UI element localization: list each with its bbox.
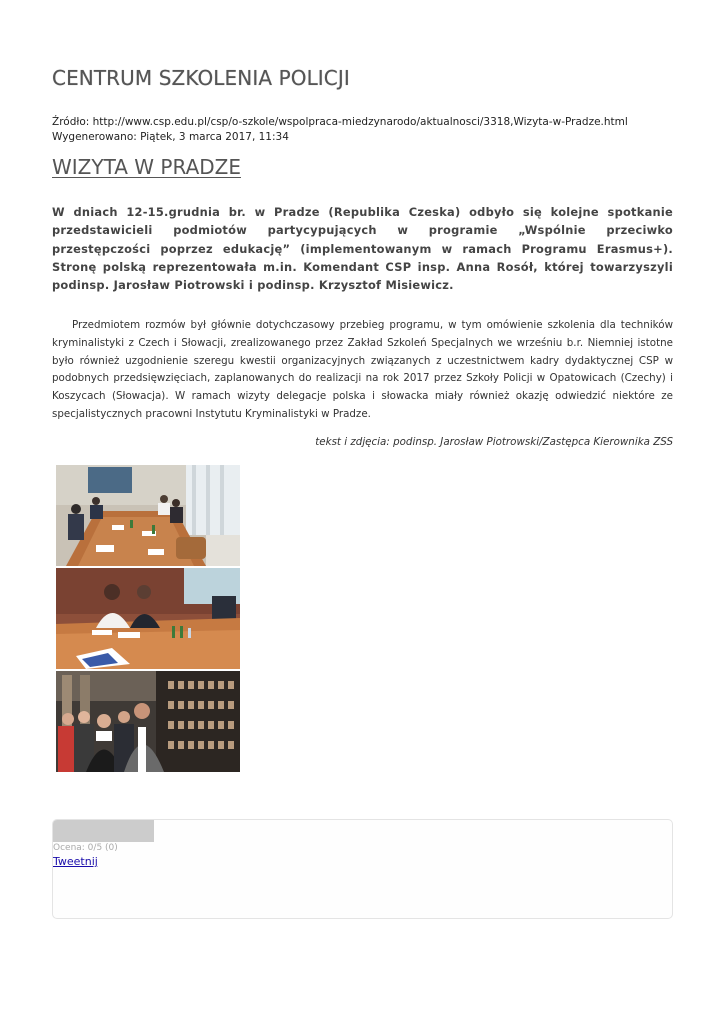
article-lead: W dniach 12-15.grudnia br. w Pradze (Republika Czeska) odbyło się kolejne spotkanie przedstawicieli podmiotów partycypujących w programie „Wspólnie przeciwko przestępczości poprzez edukację” (implementowanym w ramach Programu Erasmus+). Stronę polską reprezentowała m.in. Komendant CSP insp. Anna Rosół, której towarzyszyli podinsp. Jarosław Piotrowski i podinsp. Krzysztof Misiewicz. [52,205,673,293]
rating-label: Ocena: 0/5 (0) [53,843,118,853]
source-url: Źródło: http://www.csp.edu.pl/csp/o-szkole/wspolpraca-miedzynarodo/aktualnosci/3318,Wizyta-w-Pradze.html [52,116,628,128]
rating-stars[interactable] [53,820,154,842]
photo-meeting-table[interactable] [56,465,240,566]
document-meta [52,115,628,144]
photo-credit: tekst i zdjęcia: podinsp. Jarosław Piotrowski/Zastępca Kierownika ZSS [315,436,673,448]
article-body: Przedmiotem rozmów był głównie dotychczasowy przebieg programu, w tym omówienie szkolenia dla techników kryminalistyki z Czech i Słowacji, zrealizowanego przez Zakład Szkoleń Specjalnych we wrześniu b.r. Niemniej istotne było również uzgodnienie szeregu kwestii organizacyjnych związanych z uczestnictwem kadry dydaktycznej CSP w podobnych przedsięwzięciach, zaplanowanych do realizacji na rok 2017 przez Szkoły Policji w Opatowicach (Czechy) i Koszycach (Słowacja). W ramach wizyty delegacje polska i słowacka miały również okazję odwiedzić niektóre ze specjalistycznych pracowni Instytutu Kryminalistyki w Pradze. [52,319,673,420]
generated-date: Wygenerowano: Piątek, 3 marca 2017, 11:34 [52,130,289,143]
rating-panel [52,819,673,919]
photo-officials-at-table[interactable] [56,568,240,669]
tweet-link[interactable]: Tweetnij [53,855,98,868]
article-title: WIZYTA W PRADZE [52,155,241,179]
photo-group-laboratory[interactable] [56,671,240,772]
site-title: CENTRUM SZKOLENIA POLICJI [52,66,350,90]
